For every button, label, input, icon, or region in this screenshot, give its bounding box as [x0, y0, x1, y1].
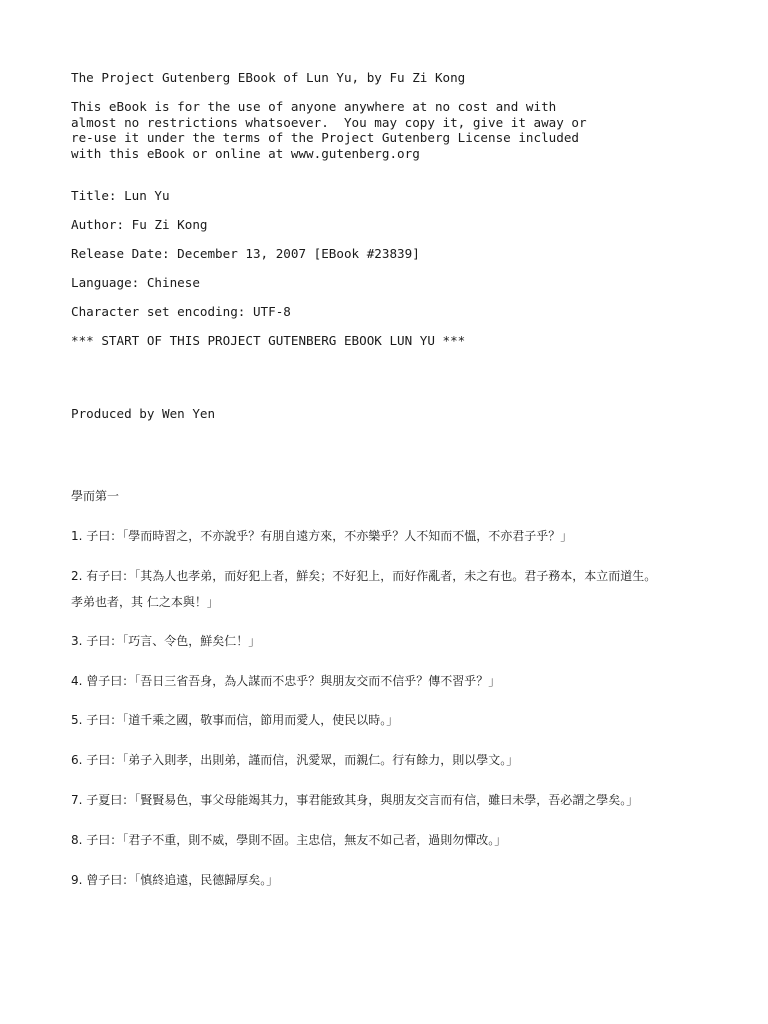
- verse-item: 5. 子曰：「道千乘之國，敬事而信，節用而愛人，使民以時。」: [71, 713, 399, 727]
- verse-item: 2. 有子曰：「其為人也孝弟，而好犯上者，鮮矣；不好犯上，而好作亂者，未之有也。君子務本，本立而道生。: [71, 569, 657, 583]
- license-notice: [71, 99, 587, 161]
- license-line: re-use it under the terms of the Project Gutenberg License included: [71, 130, 579, 145]
- meta-charset: Character set encoding: UTF-8: [71, 304, 291, 319]
- ebook-title-line: The Project Gutenberg EBook of Lun Yu, by Fu Zi Kong: [71, 70, 466, 85]
- license-line: with this eBook or online at www.gutenberg.org: [71, 145, 420, 161]
- start-marker: *** START OF THIS PROJECT GUTENBERG EBOOK LUN YU ***: [71, 333, 466, 348]
- verse-item: 8. 子曰：「君子不重，則不威，學則不固。主忠信，無友不如己者，過則勿憚改。」: [71, 833, 507, 847]
- verse-item: 4. 曾子曰：「吾日三省吾身，為人謀而不忠乎？與朋友交而不信乎？傳不習乎？」: [71, 674, 501, 688]
- meta-release-date: Release Date: December 13, 2007 [EBook #23839]: [71, 246, 420, 261]
- verse-item: 7. 子夏曰：「賢賢易色，事父母能竭其力，事君能致其身，與朋友交言而有信，雖曰未學，吾必謂之學矣。」: [71, 793, 639, 807]
- meta-author: Author: Fu Zi Kong: [71, 217, 208, 232]
- verse-continuation: 孝弟也者，其 仁之本與！」: [71, 595, 219, 609]
- verse-item: 9. 曾子曰：「慎終追遠，民德歸厚矣。」: [71, 873, 279, 887]
- meta-language: Language: Chinese: [71, 275, 200, 290]
- license-line: almost no restrictions whatsoever. You may copy it, give it away or: [71, 114, 587, 130]
- verse-item: 1. 子曰：「學而時習之，不亦說乎？有朋自遠方來，不亦樂乎？人不知而不慍，不亦君子乎？」: [71, 529, 573, 543]
- license-line: This eBook is for the use of anyone anywhere at no cost and with: [71, 99, 557, 114]
- verse-item: 3. 子曰：「巧言、令色，鮮矣仁！」: [71, 634, 261, 648]
- verse-item: 6. 子曰：「弟子入則孝，出則弟，謹而信，汎愛眾，而親仁。行有餘力，則以學文。」: [71, 753, 519, 767]
- produced-by: Produced by Wen Yen: [71, 406, 216, 421]
- meta-title: Title: Lun Yu: [71, 188, 170, 203]
- chapter-heading: 學而第一: [71, 489, 120, 503]
